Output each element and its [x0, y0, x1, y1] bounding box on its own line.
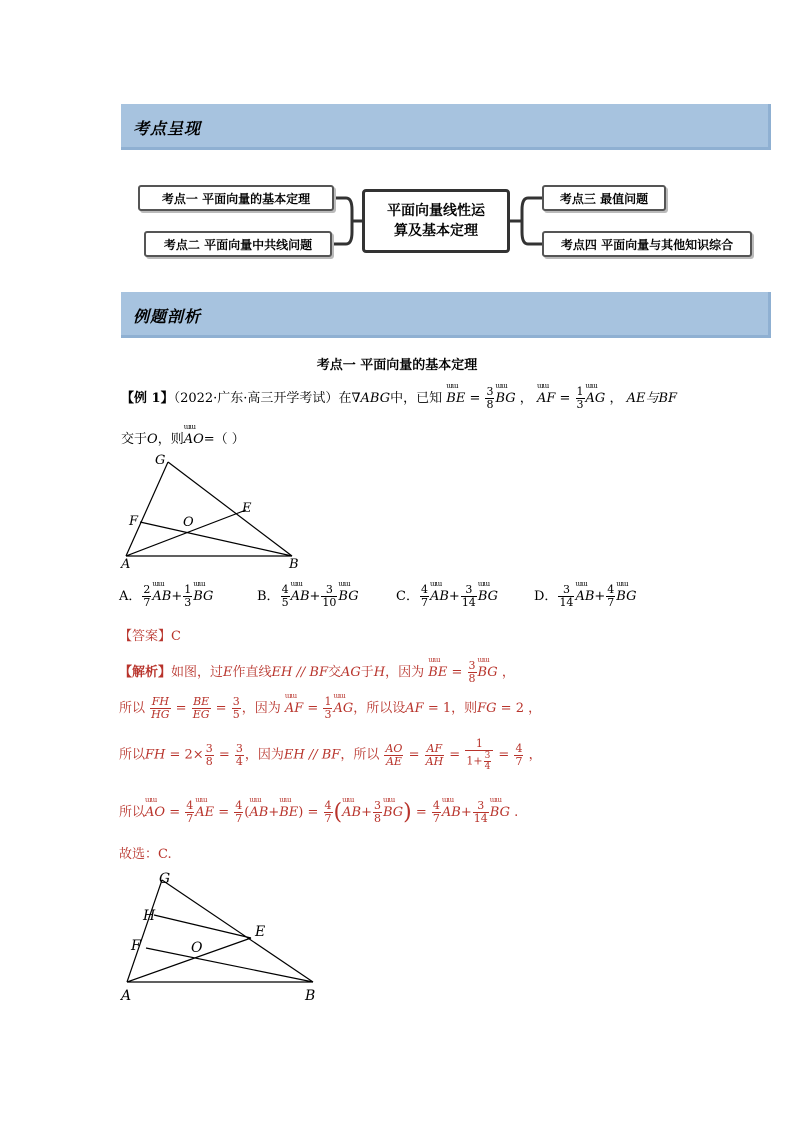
numerator: 3 — [461, 584, 477, 597]
analysis-line-4: 所以ɯɯ AO = $\frac{4}{7}$ ɯɯ AE = $\frac{4}{7}$ (ɯɯ AB+ɯɯ BE) = $\frac{4}{7}$ (ɯɯ AB+ $\frac{3}{8}$ ɯɯ BG) = $\frac{4}{7}$ ɯɯ AB+ $\frac{3}{14}$ ɯɯ BG . — [119, 800, 518, 825]
fraction — [420, 584, 429, 609]
triangle-figure-1 — [115, 450, 315, 575]
text: 如图，过 — [171, 665, 224, 680]
point-label: O — [147, 432, 158, 447]
vector: ɯɯ BG — [478, 665, 498, 680]
mindmap-label: 考点二 平面向量中共线问题 — [163, 237, 313, 252]
vector: ɯɯ BG — [193, 589, 213, 604]
fraction — [576, 386, 585, 411]
text: 中，已知 — [390, 391, 443, 406]
fraction: $\frac{AO}{AE}$ — [385, 741, 403, 768]
numerator: 3 — [486, 385, 494, 398]
fraction — [606, 584, 615, 609]
vector: ɯɯ AE — [195, 805, 214, 820]
denominator: 7 — [143, 596, 151, 609]
label-G: G — [155, 453, 166, 468]
vector: ɯɯ AG — [333, 701, 353, 716]
vector: ɯɯ AO — [145, 805, 165, 820]
denominator: 5 — [281, 596, 289, 609]
vector: ɯɯ BG — [495, 391, 515, 406]
banner-title: 例题剖析 — [133, 307, 202, 326]
expr: EH // BF — [271, 665, 328, 680]
vector: ɯɯ BG — [478, 589, 498, 604]
denominator: 10 — [322, 596, 337, 609]
expr: AF — [405, 701, 424, 716]
text: 所以 — [119, 701, 146, 716]
mindmap-node-topic-2 — [144, 231, 332, 257]
example-tag: 【例 1】 — [121, 391, 174, 406]
label-E: E — [242, 501, 252, 516]
example-line-2 — [121, 428, 245, 447]
label-A: A — [121, 988, 132, 1004]
option-letter: D． — [534, 589, 558, 604]
numerator: 3 — [558, 584, 574, 597]
text: 所以 — [119, 805, 146, 820]
text: ，则 — [451, 701, 478, 716]
fraction: $\frac{4}{7}$ — [235, 799, 243, 825]
denominator: 14 — [461, 596, 476, 609]
label-O: O — [183, 515, 194, 530]
option-d[interactable]: D． $\frac{3}{14}$ ɯɯ AB+ $\frac{4}{7}$ ɯɯ BG — [534, 584, 636, 609]
mindmap-node-topic-3 — [542, 185, 666, 211]
label-F: F — [131, 938, 141, 954]
mindmap-center-node — [362, 189, 510, 253]
fraction: $\frac{1}{3}$ — [324, 695, 332, 721]
text: 所以 — [119, 747, 146, 763]
numerator: 4 — [607, 583, 615, 596]
label-A: A — [121, 557, 131, 572]
text: ，因为 — [241, 701, 281, 716]
option-c[interactable]: C． $\frac{4}{7}$ ɯɯ AB+ $\frac{3}{14}$ ɯɯ BG — [396, 584, 498, 609]
numerator: 4 — [281, 583, 289, 596]
point-H: H — [373, 665, 386, 680]
vector: ɯɯ AF — [537, 391, 555, 406]
analysis-line-2: 所以 $\frac{FH}{HG}$ = $\frac{BE}{EG}$ = $\frac{3}{5}$ ，因为 ɯɯ AF = $\frac{1}{3}$ ɯɯ AG，所以设AF = 1，则FG = 2 ， — [119, 696, 541, 721]
mindmap-node-topic-4 — [542, 231, 752, 257]
expr: FH — [145, 747, 166, 763]
vector: ɯɯ BG — [338, 589, 358, 604]
section-banner-2 — [121, 292, 771, 338]
label-G: G — [159, 871, 171, 887]
option-b[interactable]: B． $\frac{4}{5}$ ɯɯ AB+ $\frac{3}{10}$ ɯɯ BG — [257, 584, 359, 609]
text: 交于 — [121, 432, 148, 447]
vector: ɯɯ BG — [616, 589, 636, 604]
fraction: 1 1+ $\frac{3}{4}$ — [465, 738, 493, 772]
fraction: $\frac{4}{7}$ — [186, 799, 194, 825]
mindmap-label: 考点一 平面向量的基本定理 — [161, 191, 311, 206]
analysis-line-1: 【解析】如图，过E作直线EH // BF交AG于H，因为 ɯɯ BE = $\frac{3}{8}$ ɯɯ BG ， — [119, 660, 515, 685]
fraction: $\frac{AF}{AH}$ — [425, 741, 444, 768]
mindmap-label: 考点四 平面向量与其他知识综合 — [560, 237, 734, 252]
analysis-tag: 【解析】 — [119, 665, 172, 680]
vector: ɯɯ AB — [152, 589, 171, 604]
fraction: $\frac{4}{7}$ — [324, 799, 332, 825]
option-letter: B． — [257, 589, 280, 604]
numerator: 2 — [143, 583, 151, 596]
label-E: E — [255, 924, 266, 940]
fraction: $\frac{4}{7}$ — [515, 741, 523, 768]
mindmap-node-topic-1 — [138, 185, 334, 211]
vector: ɯɯ AB — [291, 589, 310, 604]
mindmap-label: 考点三 最值问题 — [559, 191, 649, 206]
fraction — [183, 584, 192, 609]
text: ，所以设 — [353, 701, 406, 716]
conclusion: 故选：C. — [119, 847, 172, 862]
numerator: 1 — [576, 385, 584, 398]
vector: ɯɯ AF — [285, 701, 303, 716]
expr: EH // BF — [283, 747, 341, 763]
text: 作直线 — [232, 665, 272, 680]
label-B: B — [289, 557, 299, 572]
fraction — [558, 584, 574, 609]
vector: ɯɯ AO — [184, 432, 204, 447]
fraction: $\frac{3}{14}$ — [473, 799, 488, 825]
denominator: 14 — [559, 596, 574, 609]
denominator: 3 — [184, 596, 192, 609]
expr: FG — [477, 701, 497, 716]
example-source: （2022·广东·高三开学考试） — [173, 391, 339, 406]
denominator: 3 — [576, 398, 584, 411]
denominator: 7 — [607, 596, 615, 609]
fraction: $\frac{3}{8}$ — [205, 741, 213, 768]
label-F: F — [129, 514, 139, 529]
text: ，因为 — [385, 665, 425, 680]
segment-HE — [154, 915, 251, 938]
fraction: $\frac{3}{5}$ — [232, 695, 240, 721]
vector: ɯɯ AB — [575, 589, 594, 604]
fraction — [321, 584, 337, 609]
label-H: H — [143, 908, 156, 924]
text: AE与BF — [626, 391, 678, 406]
side-AG — [127, 880, 162, 982]
label-B: B — [305, 988, 316, 1004]
option-a[interactable]: A． $\frac{2}{7}$ ɯɯ AB+ $\frac{1}{3}$ ɯɯ BG — [119, 584, 213, 609]
fraction — [142, 584, 151, 609]
text: ，因为 — [244, 747, 284, 763]
vector: ɯɯ BE — [446, 391, 465, 406]
fraction — [461, 584, 477, 609]
fraction: $\frac{3}{4}$ — [235, 741, 243, 768]
denominator: 8 — [486, 398, 494, 411]
numerator: 1 — [184, 583, 192, 596]
text: ，则 — [157, 432, 184, 447]
section-title: 考点一 平面向量的基本定理 — [316, 358, 478, 373]
expr: AG — [341, 665, 361, 680]
option-letter: A． — [119, 589, 142, 604]
fraction — [281, 584, 290, 609]
option-letter: C． — [396, 589, 419, 604]
label-O: O — [191, 940, 203, 956]
triangle-symbol: ∇ABG — [351, 391, 391, 406]
mindmap-center-line1: 平面向量线性运 — [387, 203, 485, 219]
analysis-line-3: 所以FH = 2× $\frac{3}{8}$ = $\frac{3}{4}$ ，因为EH // BF，所以 $\frac{AO}{AE}$ = $\frac{AF}{AH}$ = 1 1+ $\frac{3}{4}$ = $\frac{4}{7}$ ， — [119, 737, 542, 772]
text: ，所以 — [340, 747, 380, 763]
segment-AE — [127, 938, 251, 982]
point-E: E — [223, 665, 233, 680]
fraction: $\frac{3}{8}$ — [468, 659, 476, 685]
banner-title: 考点呈现 — [133, 119, 202, 138]
fraction — [485, 386, 494, 411]
fraction: $\frac{3}{8}$ — [373, 799, 381, 825]
vector: ɯɯ BE — [428, 665, 447, 680]
fraction: $\frac{BE}{EG}$ — [192, 695, 210, 721]
mindmap-center-line2: 算及基本定理 — [394, 223, 478, 239]
triangle-figure-2 — [115, 866, 325, 1004]
text: =（ ） — [203, 432, 245, 447]
numerator: 4 — [420, 583, 428, 596]
text: 交 — [327, 665, 341, 680]
fraction: $\frac{FH}{HG}$ — [151, 695, 170, 721]
answer: 【答案】C — [119, 629, 181, 644]
vector: ɯɯ AB — [430, 589, 449, 604]
example-line-1: 【例 1】（2022·广东·高三开学考试）在∇ABG中，已知 ɯɯ BE = $\frac{3}{8}$ ɯɯ BG ， ɯɯ AF = $\frac{1}{3}$ ɯɯ AG ， AE与BF — [121, 386, 677, 411]
numerator: 3 — [321, 584, 337, 597]
text: 在 — [338, 391, 352, 406]
fraction: $\frac{4}{7}$ — [432, 799, 440, 825]
text: 于 — [360, 665, 374, 680]
denominator: 7 — [420, 596, 428, 609]
vector: ɯɯ AG — [586, 391, 606, 406]
